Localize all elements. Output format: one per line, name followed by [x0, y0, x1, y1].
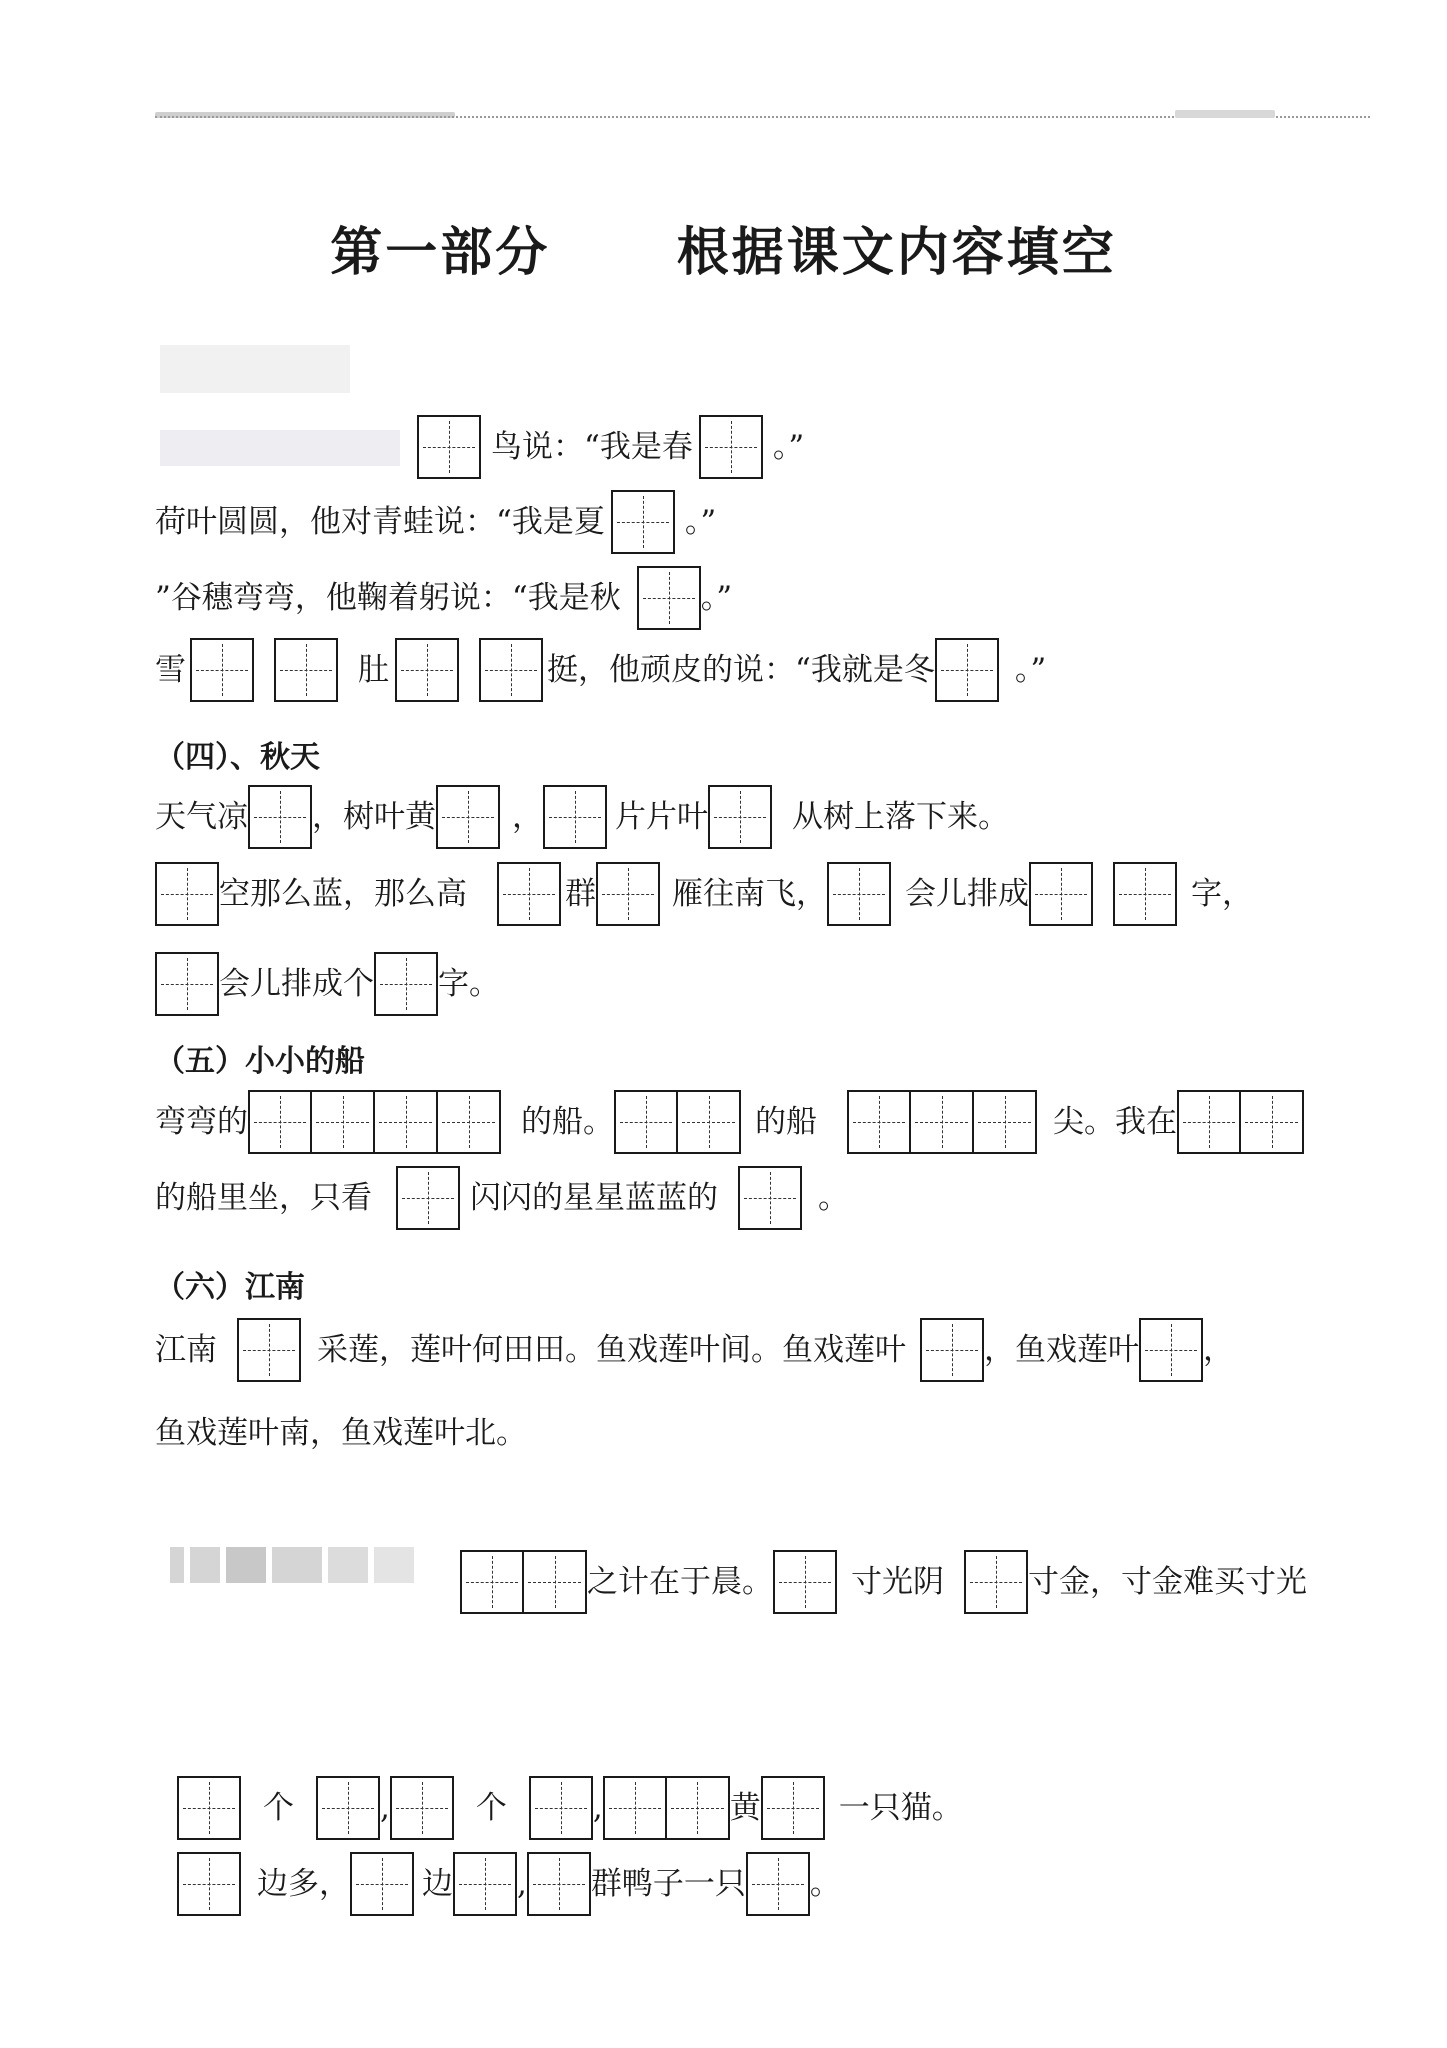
text-line [177, 1776, 963, 1840]
blank-box[interactable] [274, 638, 338, 702]
blank-box[interactable] [738, 1166, 802, 1230]
line-text: , [517, 1865, 527, 1902]
line-text: 。 [809, 1865, 841, 1902]
blank-box[interactable] [920, 1318, 984, 1382]
line-text: , [592, 1789, 603, 1826]
text-line [177, 1852, 841, 1916]
blank-box[interactable] [237, 1318, 301, 1382]
text-line [155, 415, 804, 479]
line-text: 黄 [729, 1789, 761, 1826]
blank-box[interactable] [396, 1166, 460, 1230]
blank-box-group[interactable] [248, 1090, 501, 1154]
line-text: 的船里坐，只看 [155, 1179, 372, 1216]
blank-box[interactable] [479, 638, 543, 702]
section-heading: （五）小小的船 [155, 1044, 365, 1079]
line-text: 会儿排成 [905, 875, 1029, 912]
line-text: 天气凉 [155, 798, 248, 835]
line-text: 尖。我在 [1053, 1103, 1177, 1140]
line-text: 雁往南飞， [672, 875, 827, 912]
line-text: ，树叶黄 [312, 798, 436, 835]
text-line [155, 490, 716, 554]
line-text: 群 [565, 875, 596, 912]
blank-box[interactable] [761, 1776, 825, 1840]
blank-box[interactable] [637, 566, 701, 630]
line-text: 肚 [358, 651, 389, 688]
blank-box[interactable] [417, 415, 481, 479]
line-text: 之计在于晨。 [587, 1563, 773, 1600]
blank-box[interactable] [543, 785, 607, 849]
section-heading: （六）江南 [155, 1270, 305, 1305]
section-heading: （四）、秋天 [155, 740, 320, 775]
text-line [155, 862, 1253, 926]
blank-box[interactable] [497, 862, 561, 926]
line-text: ， [512, 798, 543, 835]
blank-box[interactable] [827, 862, 891, 926]
blank-box-group[interactable] [1177, 1090, 1304, 1154]
blank-box[interactable] [527, 1852, 591, 1916]
line-text: 片片叶 [615, 798, 708, 835]
line-text: 。 [818, 1179, 849, 1216]
line-text: 。” [772, 428, 805, 465]
text-line [155, 566, 732, 630]
line-text: 江南 [155, 1331, 217, 1368]
line-text: 荷叶圆圆，他对青蛙说：“我是夏 [155, 503, 605, 540]
line-text: 。” [684, 503, 717, 540]
line-text: 弯弯的 [155, 1103, 248, 1140]
blank-box[interactable] [436, 785, 500, 849]
line-text: 寸金，寸金难买寸光 [1028, 1563, 1307, 1600]
text-line [155, 1550, 1307, 1614]
line-text: 边 [422, 1865, 453, 1902]
blank-box[interactable] [596, 862, 660, 926]
blank-box[interactable] [453, 1852, 517, 1916]
blank-box-group[interactable] [460, 1550, 587, 1614]
line-text: 个 [263, 1789, 294, 1826]
blank-box[interactable] [1113, 862, 1177, 926]
blank-box[interactable] [374, 952, 438, 1016]
header-mark-right [1175, 110, 1275, 118]
text-line [155, 785, 1009, 849]
blank-box[interactable] [155, 862, 219, 926]
line-text: 鱼戏莲叶南，鱼戏莲叶北。 [155, 1415, 527, 1451]
line-text: 一只猫。 [838, 1789, 963, 1826]
blank-box[interactable] [746, 1852, 810, 1916]
blank-box-group[interactable] [614, 1090, 741, 1154]
blank-box[interactable] [699, 415, 763, 479]
line-text: 雪 [155, 651, 186, 688]
line-text: 的船 [755, 1103, 817, 1140]
blank-box-group[interactable] [603, 1776, 730, 1840]
text-line [155, 1318, 1234, 1382]
blank-box[interactable] [611, 490, 675, 554]
line-text: 字。 [438, 965, 500, 1002]
line-text: , [380, 1789, 390, 1826]
line-text: ， [1203, 1331, 1234, 1368]
line-text: 边多， [257, 1865, 350, 1902]
blank-box[interactable] [190, 638, 254, 702]
blank-box-group[interactable] [847, 1090, 1037, 1154]
line-text: ，鱼戏莲叶 [984, 1331, 1139, 1368]
text-line [155, 1166, 849, 1230]
line-text: 会儿排成个 [219, 965, 374, 1002]
line-text: 字， [1191, 875, 1253, 912]
line-text: 寸光阴 [851, 1563, 944, 1600]
blank-box[interactable] [1029, 862, 1093, 926]
blank-box[interactable] [1139, 1318, 1203, 1382]
page-title: 第一部分 根据课文内容填空 [330, 223, 1117, 283]
blank-box[interactable] [350, 1852, 414, 1916]
blank-box[interactable] [935, 638, 999, 702]
blank-box[interactable] [395, 638, 459, 702]
blank-box[interactable] [248, 785, 312, 849]
blank-box[interactable] [155, 952, 219, 1016]
blank-box[interactable] [708, 785, 772, 849]
line-text: 采莲，莲叶何田田。鱼戏莲叶间。鱼戏莲叶 [317, 1331, 906, 1368]
blank-box[interactable] [773, 1550, 837, 1614]
faded-heading [160, 345, 350, 393]
line-text: 个 [475, 1789, 507, 1826]
blank-box[interactable] [177, 1852, 241, 1916]
line-text: 从树上落下来。 [792, 798, 1009, 835]
line-text: 鸟说：“我是春 [491, 428, 693, 465]
line-text: 的船。 [521, 1103, 614, 1140]
blank-box[interactable] [964, 1550, 1028, 1614]
line-text: 挺，他顽皮的说：“我就是冬 [547, 651, 935, 688]
line-text: 。” [1014, 651, 1047, 688]
text-line [155, 1415, 527, 1451]
text-line [155, 1090, 1304, 1154]
blank-box[interactable] [390, 1776, 454, 1840]
blank-box[interactable] [316, 1776, 380, 1840]
line-text: 。” [700, 579, 733, 616]
line-text: ”谷穗弯弯，他鞠着躬说：“我是秋 [155, 579, 621, 616]
text-line [155, 638, 1046, 702]
line-text: 空那么蓝，那么高 [219, 875, 467, 912]
text-line [155, 952, 500, 1016]
blank-box[interactable] [529, 1776, 593, 1840]
blank-box[interactable] [177, 1776, 241, 1840]
line-text: 群鸭子一只 [590, 1865, 746, 1902]
line-text: 闪闪的星星蓝蓝的 [470, 1179, 718, 1216]
